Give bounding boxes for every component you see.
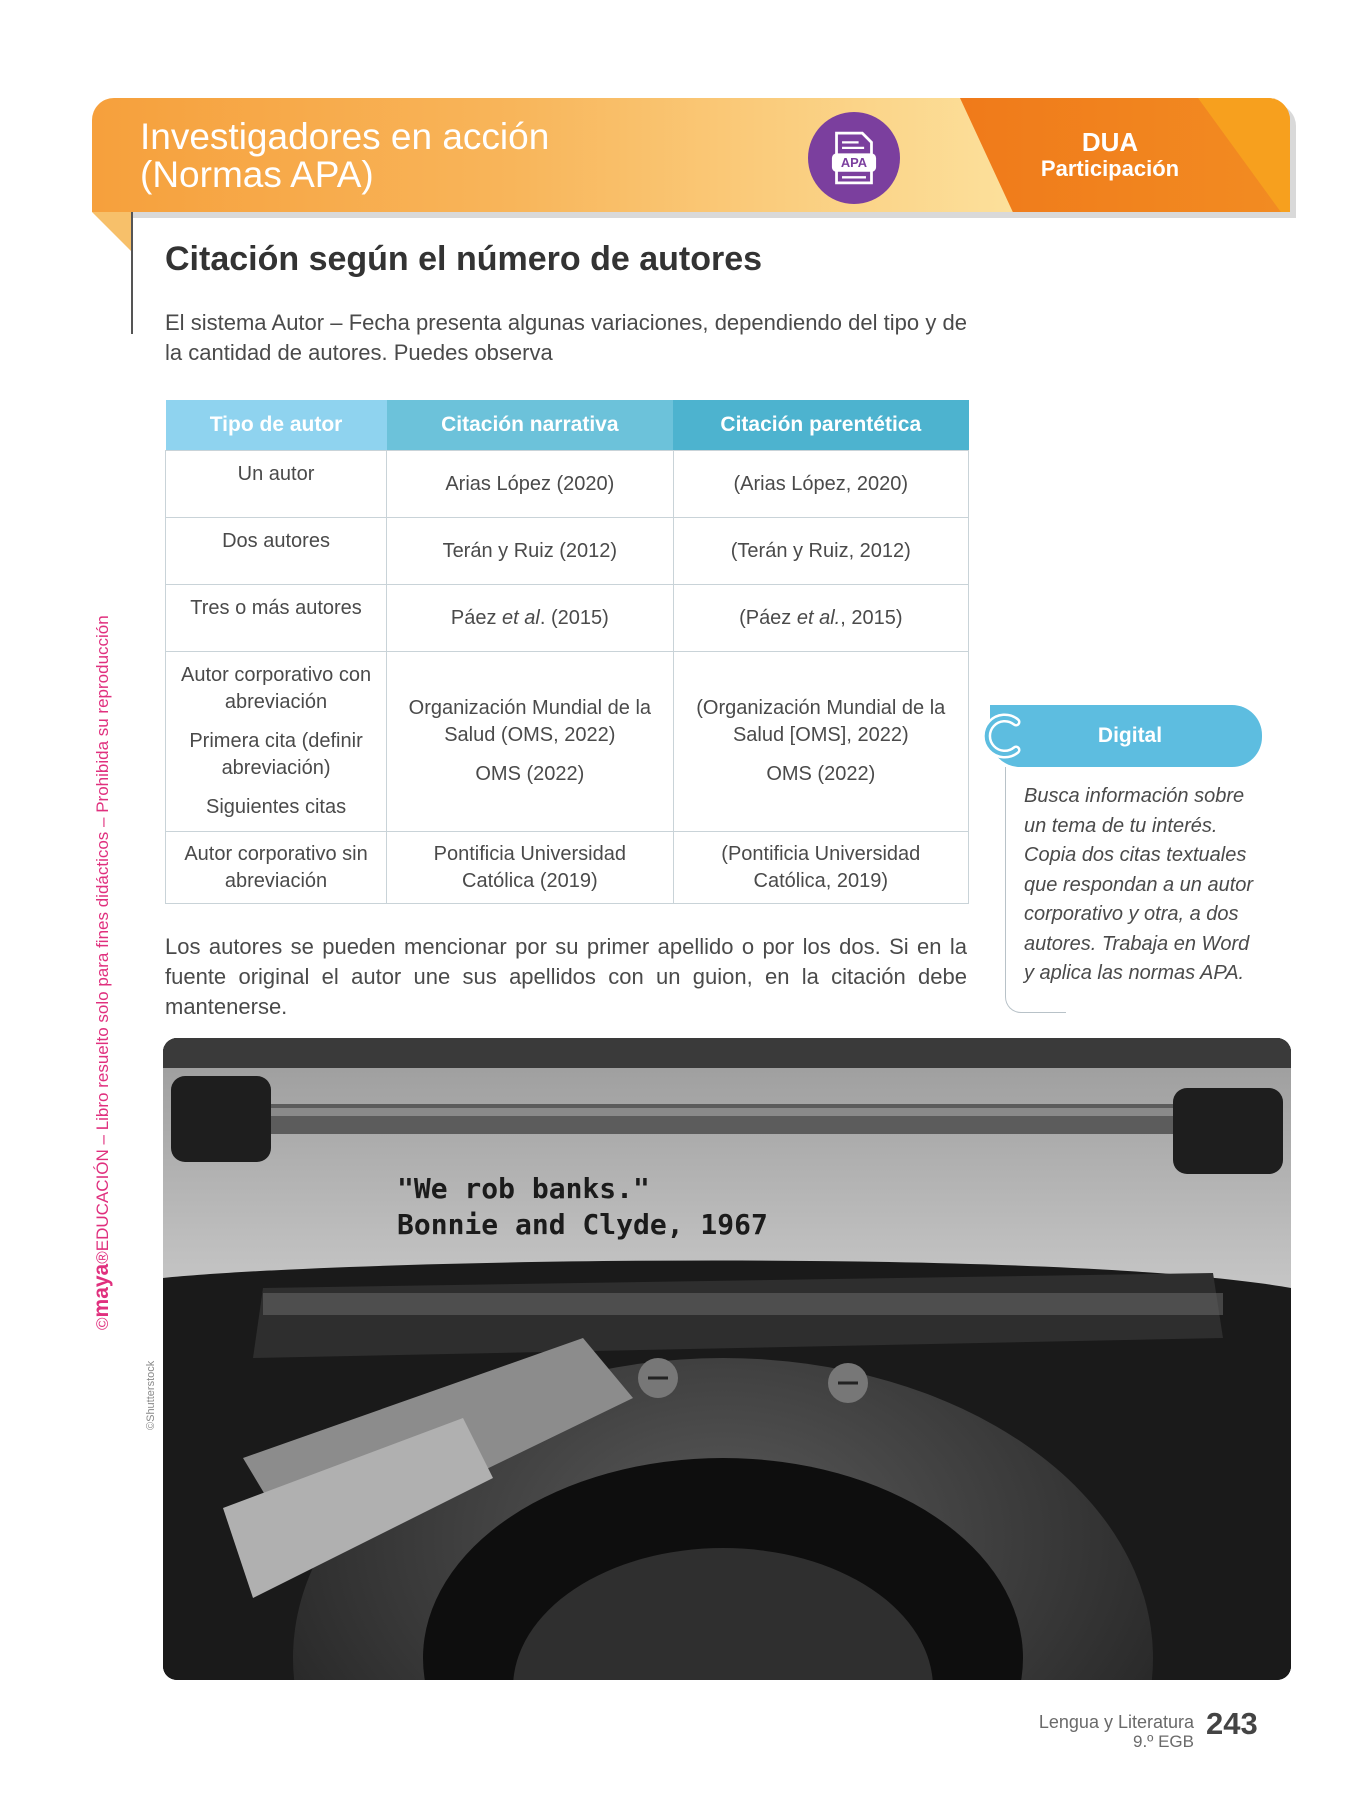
- cell-text: Organización Mundial de la Salud (OMS, 2022): [408, 697, 652, 746]
- section-divider-line: [131, 212, 133, 334]
- cell-text: Autor corporativo con abreviación: [180, 664, 372, 713]
- intro-paragraph: El sistema Autor – Fecha presenta algunas variaciones, dependiendo del tipo y de la cantidad de autores. Puedes observa: [165, 310, 967, 365]
- cell-text: Primera cita (definir abreviación): [189, 730, 363, 779]
- cell-tipo: Autor corporativo sin abreviación: [166, 832, 387, 904]
- apa-badge-label: APA: [840, 155, 868, 171]
- header-parentetica: Citación parentética: [673, 400, 968, 451]
- cell-parentetica: [673, 652, 968, 832]
- banner-title-line1: Investigadores en acción: [140, 116, 550, 157]
- footer-subject: Lengua y Literatura: [1038, 1712, 1194, 1732]
- copyright-notice: [90, 615, 114, 1330]
- cell-text: OMS (2022): [766, 763, 876, 785]
- banner-fold: [92, 212, 132, 252]
- cell-text: (Páez: [739, 606, 797, 629]
- apa-document-icon: [808, 112, 900, 204]
- footer-grade: 9.º EGB: [1132, 1732, 1194, 1751]
- section-heading: Citación según el número de autores: [165, 240, 763, 278]
- cell-text: . (2015): [539, 606, 609, 629]
- copyright-symbol: ©: [93, 1317, 112, 1330]
- digital-label: Digital: [1097, 724, 1163, 747]
- dua-subtitle: Participación: [1040, 156, 1180, 181]
- header-banner: [92, 98, 1290, 212]
- table-row: [166, 832, 969, 904]
- citation-table: [165, 400, 969, 904]
- cell-text: , 2015): [840, 606, 903, 629]
- header-narrativa: Citación narrativa: [387, 400, 674, 451]
- table-row: [166, 518, 969, 585]
- cell-narrativa: Terán y Ruiz (2012): [387, 518, 674, 585]
- copyright-text: EDUCACIÓN – Libro resuelto solo para fines didácticos – Prohibida su reproducción: [93, 615, 112, 1252]
- cell-text-italic: et al: [502, 606, 540, 629]
- cell-tipo: Tres o más autores: [166, 585, 387, 652]
- header-tipo: Tipo de autor: [166, 400, 387, 451]
- cell-text-italic: et al.: [796, 606, 841, 629]
- cell-text: (Organización Mundial de la Salud [OMS], 2022): [696, 697, 946, 746]
- cell-tipo: [166, 652, 387, 832]
- cell-tipo: Un autor: [166, 451, 387, 518]
- registered-symbol: ®: [93, 1251, 112, 1264]
- photo-credit: ©Shutterstock: [145, 1360, 157, 1430]
- page-number: 243: [1206, 1706, 1258, 1741]
- cell-narrativa: [387, 585, 674, 652]
- dua-label: [1020, 128, 1200, 182]
- cell-tipo: Dos autores: [166, 518, 387, 585]
- maya-logo: maya: [90, 1263, 113, 1318]
- cell-text: Páez: [450, 606, 503, 629]
- table-row: [166, 585, 969, 652]
- cell-text: OMS (2022): [475, 763, 585, 785]
- typewriter-illustration: [163, 1038, 1291, 1680]
- table-row: [166, 652, 969, 832]
- table-row: [166, 451, 969, 518]
- cell-narrativa: Pontificia Universidad Católica (2019): [387, 832, 674, 904]
- cell-parentetica: (Terán y Ruiz, 2012): [673, 518, 968, 585]
- digital-c-icon: [980, 712, 1028, 760]
- authors-paragraph: Los autores se pueden mencionar por su primer apellido o por los dos. Si en la fuente original el autor une sus apellidos con un guion, en la citación debe mantenerse.: [165, 934, 967, 1019]
- banner-title: [140, 118, 549, 194]
- typed-line-2: Bonnie and Clyde, 1967: [397, 1208, 768, 1241]
- cell-parentetica: [673, 585, 968, 652]
- banner-title-line2: (Normas APA): [140, 154, 374, 195]
- typewriter-photo: [163, 1038, 1291, 1680]
- cell-text: Siguientes citas: [206, 796, 347, 818]
- cell-narrativa: [387, 652, 674, 832]
- typed-line-1: "We rob banks.": [397, 1172, 650, 1205]
- cell-narrativa: Arias López (2020): [387, 451, 674, 518]
- table-header-row: [166, 400, 969, 451]
- digital-text: Busca información sobre un tema de tu interés. Copia dos citas textuales que respondan a un autor corporativo y otra, a dos autores. Trabaja en Word y aplica las normas APA.: [1024, 785, 1254, 984]
- dua-title: DUA: [1081, 127, 1139, 157]
- cell-parentetica: (Pontificia Universidad Católica, 2019): [673, 832, 968, 904]
- cell-parentetica: (Arias López, 2020): [673, 451, 968, 518]
